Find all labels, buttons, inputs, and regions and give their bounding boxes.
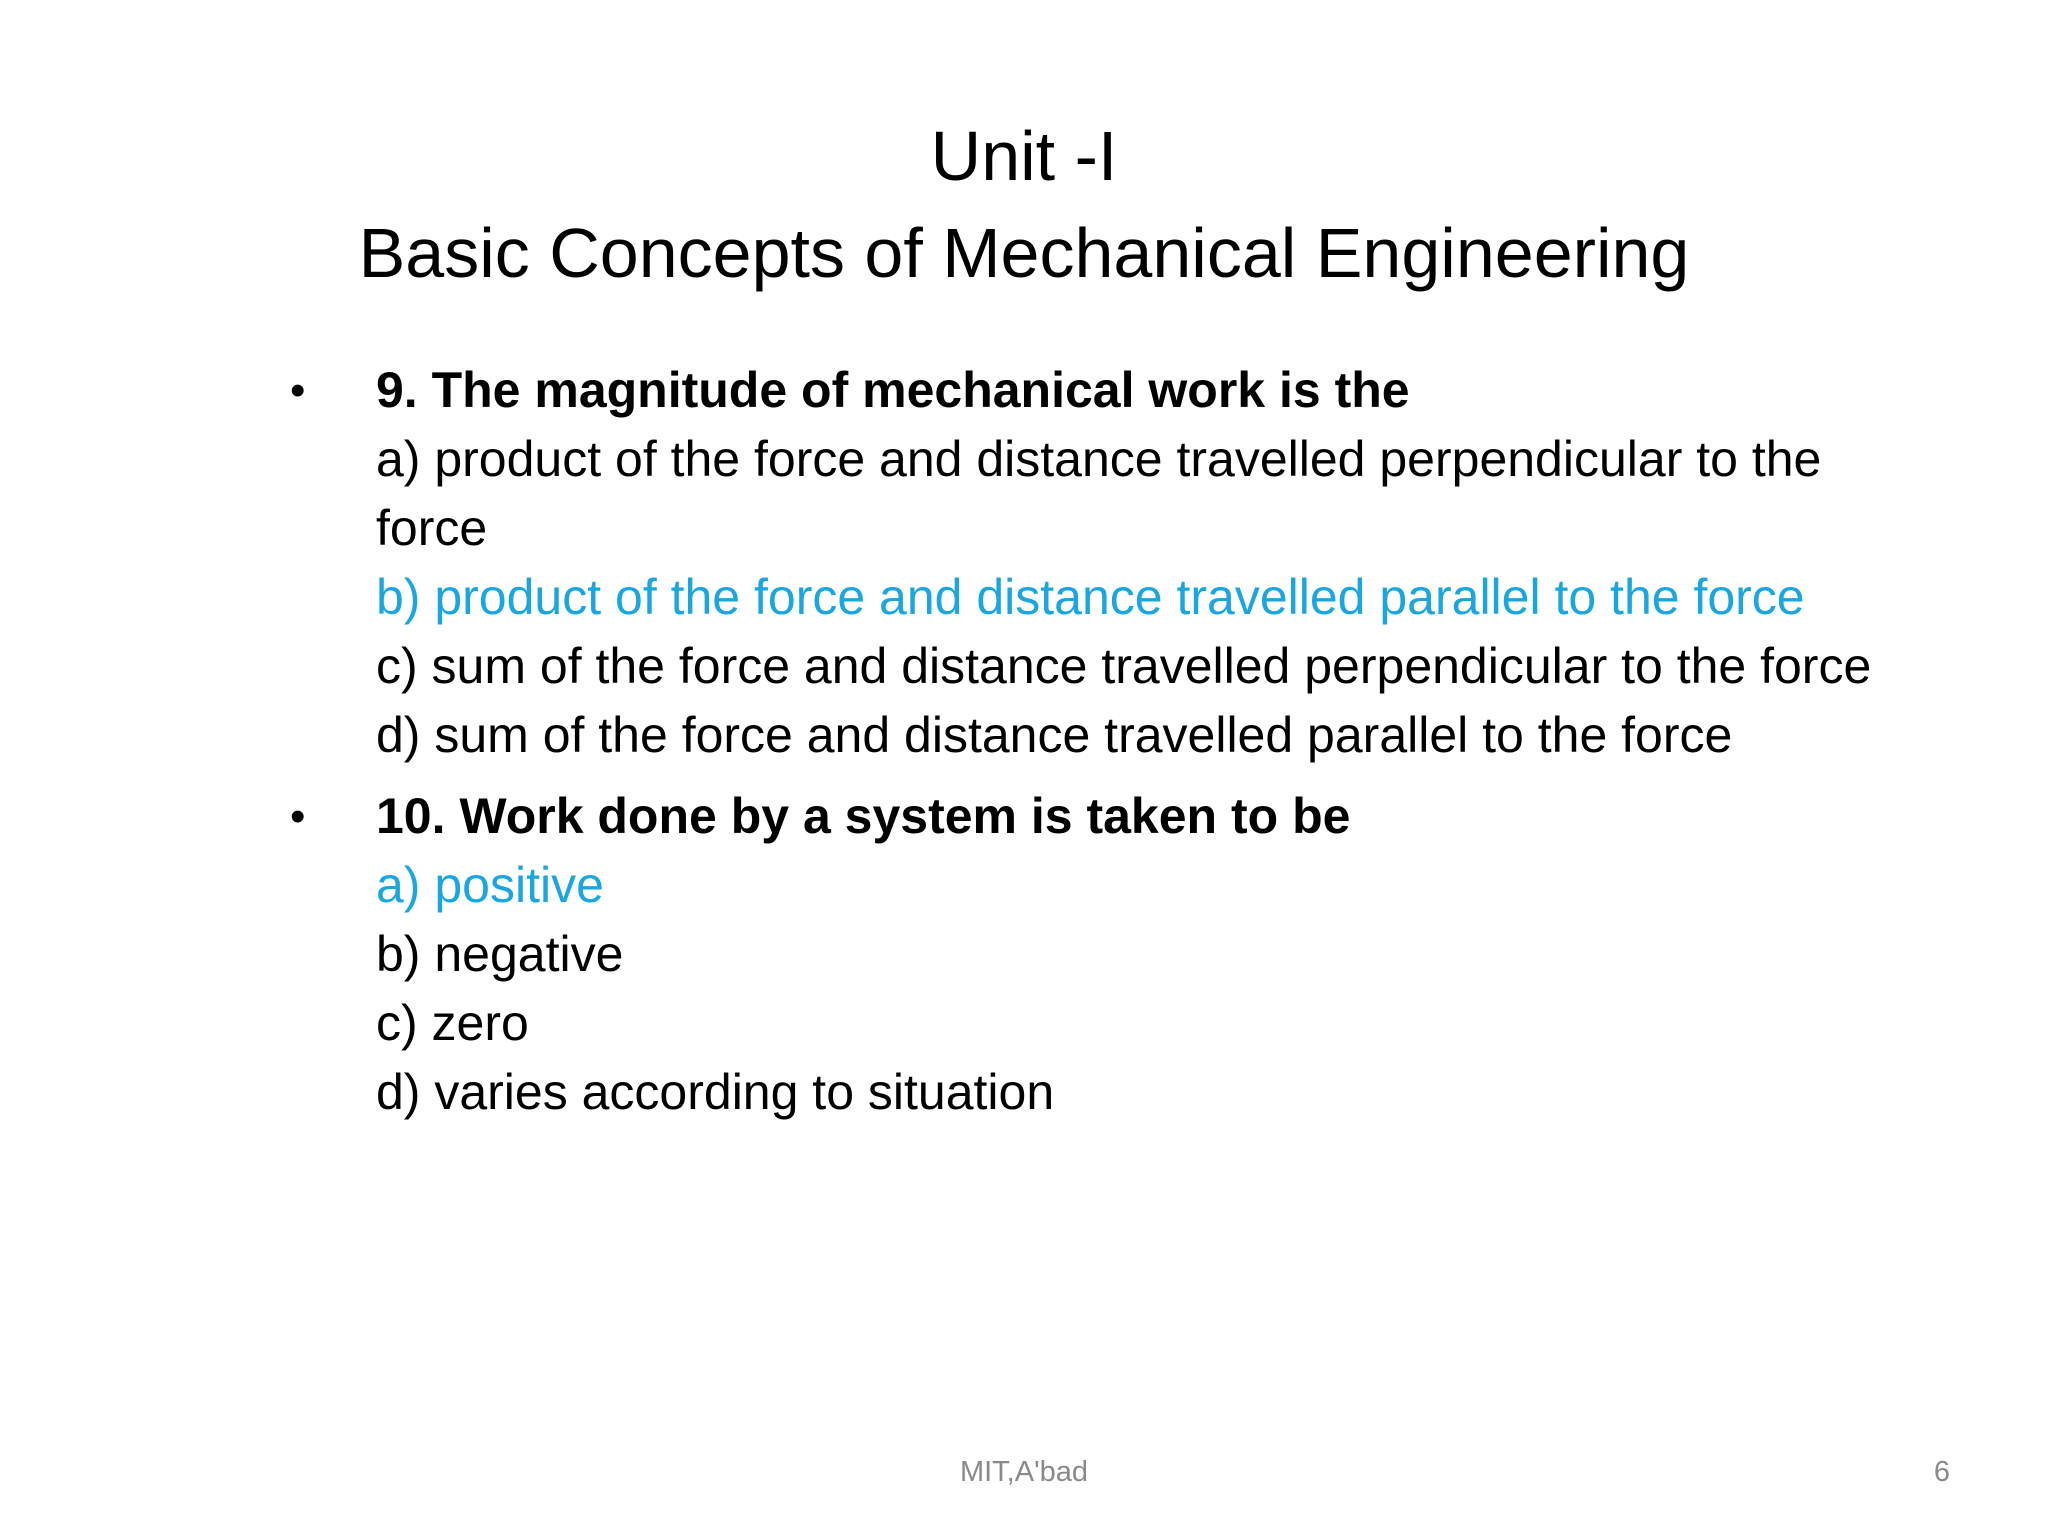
question-10 xyxy=(290,782,1910,1127)
option-c: c) sum of the force and distance travelled perpendicular to the force xyxy=(376,638,1872,694)
slide-number: 6 xyxy=(1933,1456,1950,1488)
bullet-icon: • xyxy=(290,366,306,415)
question-9 xyxy=(290,356,1910,770)
option-c: c) zero xyxy=(376,995,529,1051)
slide-content xyxy=(290,356,1910,1139)
title-line-1: Unit -I xyxy=(930,117,1118,195)
option-d: d) sum of the force and distance travelled parallel to the force xyxy=(376,707,1733,763)
footer-institution: MIT,A'bad xyxy=(959,1456,1089,1488)
option-a-correct: a) positive xyxy=(376,857,604,913)
slide-title xyxy=(0,108,2048,302)
option-b-correct: b) product of the force and distance travelled parallel to the force xyxy=(376,569,1805,625)
option-b: b) negative xyxy=(376,926,624,982)
question-stem: 9. The magnitude of mechanical work is the xyxy=(376,362,1410,418)
bullet-icon: • xyxy=(290,792,306,841)
title-line-2: Basic Concepts of Mechanical Engineering xyxy=(358,214,1690,292)
question-stem: 10. Work done by a system is taken to be xyxy=(376,788,1351,844)
option-a: a) product of the force and distance travelled perpendicular to the force xyxy=(376,431,1822,556)
option-d: d) varies according to situation xyxy=(376,1064,1055,1120)
